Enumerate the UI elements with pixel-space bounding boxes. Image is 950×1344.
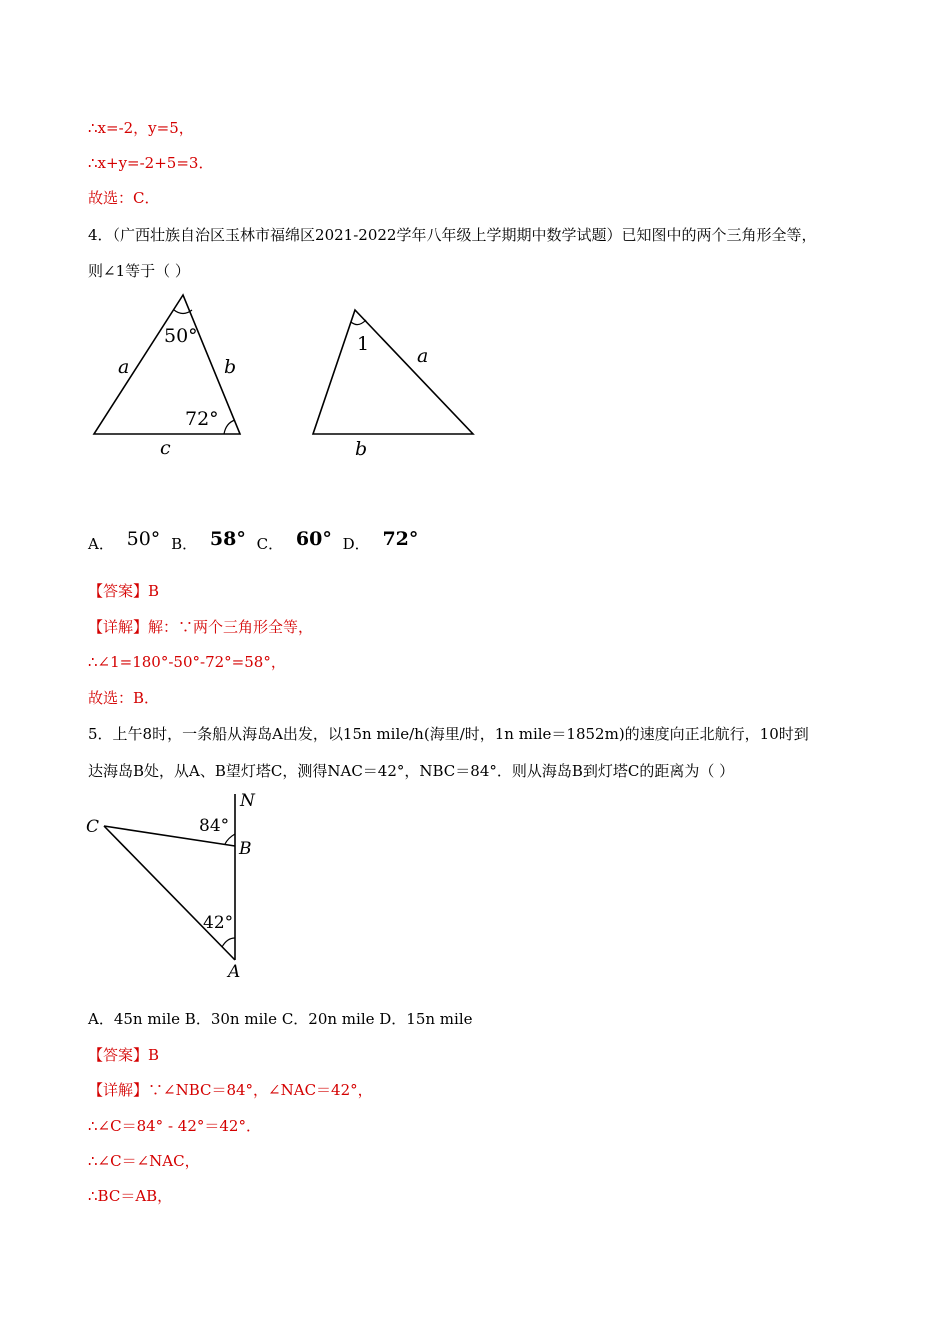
- angle-arc-right: [224, 420, 235, 434]
- solution-line: ∴x+y=-2+5=3．: [88, 154, 214, 172]
- option-b-label[interactable]: B．: [171, 535, 198, 553]
- q4-options: [88, 520, 418, 554]
- triangle-left-figure: [88, 290, 258, 465]
- detail-line: ∴∠C＝∠NAC，: [88, 1152, 200, 1170]
- angle-label-42: 42°: [203, 913, 234, 933]
- angle-label-50: 50°: [164, 325, 198, 347]
- question-4-text-2: 则∠1等于（ ）: [88, 262, 190, 280]
- point-label-a: A: [228, 962, 241, 981]
- side-label-b: b: [355, 438, 368, 460]
- detail-line: ∴BC＝AB，: [88, 1187, 173, 1205]
- detail-line: 故选：B．: [88, 689, 160, 707]
- triangle-right: [313, 310, 473, 434]
- triangle-right-figure: [300, 300, 490, 465]
- option-a-label[interactable]: A．: [88, 535, 114, 553]
- angle-arc-1: [351, 320, 366, 325]
- question-5-text-2: 达海岛B处，从A、B望灯塔C，测得NAC＝42°，NBC＝84°．则从海岛B到灯塔C的距离为（ ）: [88, 762, 735, 780]
- side-label-a: a: [417, 345, 429, 367]
- detail-line: 【详解】∵∠NBC＝84°，∠NAC＝42°，: [88, 1081, 373, 1099]
- q5-options: A．45n mile B．30n mile C．20n mile D．15n mile: [88, 1010, 473, 1028]
- detail-line: ∴∠C＝84° - 42°＝42°．: [88, 1117, 261, 1135]
- detail-line: 【详解】解：∵两个三角形全等，: [88, 618, 314, 636]
- option-d-label[interactable]: D．: [342, 535, 370, 553]
- segment-ca: [104, 826, 235, 960]
- option-c-value: 60°: [295, 528, 332, 550]
- navigation-figure: [82, 786, 272, 981]
- point-label-c: C: [86, 817, 100, 837]
- angle-label-72: 72°: [185, 408, 219, 430]
- option-c-label[interactable]: C．: [256, 535, 284, 553]
- point-label-n: N: [240, 791, 255, 811]
- angle-label-84: 84°: [199, 816, 230, 836]
- question-5-text: 5．上午8时，一条船从海岛A出发，以15n mile/h(海里/时，1n mile＝1852m)的速度向正北航行，10时到: [88, 725, 809, 743]
- solution-line: 故选：C．: [88, 189, 160, 207]
- option-a-value: 50°: [126, 528, 161, 550]
- detail-line: ∴∠1=180°-50°-72°=58°，: [88, 653, 286, 671]
- side-label-a: a: [118, 356, 130, 378]
- side-label-b: b: [224, 356, 237, 378]
- point-label-b: B: [239, 839, 252, 859]
- option-b-value: 58°: [209, 528, 246, 550]
- question-4-text: 4．（广西壮族自治区玉林市福绵区2021-2022学年八年级上学期期中数学试题）已知图中的两个三角形全等，: [88, 226, 817, 244]
- option-d-value: 72°: [382, 528, 419, 550]
- answer: 【答案】B: [88, 582, 160, 600]
- angle-label-1: 1: [357, 333, 370, 355]
- side-label-c: c: [160, 437, 171, 459]
- angle-arc-a: [222, 938, 235, 947]
- answer: 【答案】B: [88, 1046, 160, 1064]
- solution-line: ∴x=-2，y=5，: [88, 119, 194, 137]
